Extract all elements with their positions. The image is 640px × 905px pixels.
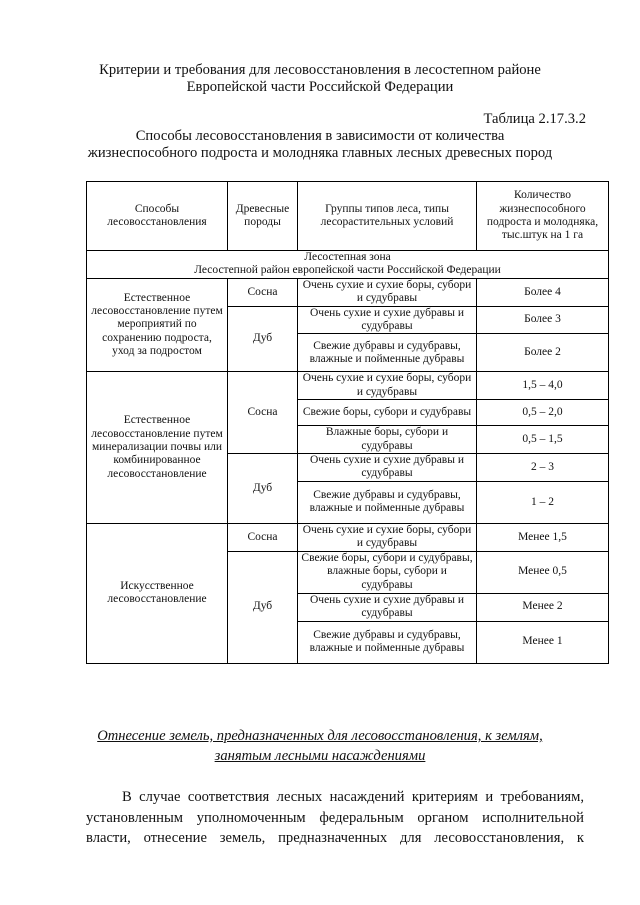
quantity-cell: Более 2: [477, 334, 609, 372]
quantity-cell: Менее 1,5: [477, 523, 609, 551]
column-header-quantity: Количество жизнеспособного подроста и молодняка, тыс.штук на 1 га: [477, 182, 609, 251]
table-caption-line: жизнеспособного подроста и молодняка главных лесных древесных пород: [87, 145, 553, 161]
document-title-line: Европейской части Российской Федерации: [186, 79, 454, 95]
quantity-cell: Более 4: [477, 278, 609, 306]
method-cell: Естественное лесовосстановление путем минерализации почвы или комбинированное лесовосстановление: [87, 372, 228, 523]
table-number: Таблица 2.17.3.2: [483, 111, 586, 127]
body-paragraph: [86, 787, 584, 849]
quantity-cell: 2 – 3: [477, 454, 609, 482]
forest-type-cell: Свежие боры, субори и судубравы: [298, 400, 477, 426]
document-title-line: Критерии и требования для лесовосстановления в лесостепном районе: [99, 62, 541, 78]
method-cell: Естественное лесовосстановление путем мероприятий по сохранению подроста, уход за подростом: [87, 278, 228, 372]
species-cell: Дуб: [228, 551, 298, 663]
criteria-table: [86, 181, 609, 664]
section-title-line: Отнесение земель, предназначенных для лесовосстановления, к землям,: [97, 728, 543, 744]
quantity-cell: Более 3: [477, 306, 609, 334]
quantity-cell: 1 – 2: [477, 481, 609, 523]
species-cell: Сосна: [228, 372, 298, 454]
zone-row: [87, 251, 609, 279]
table-row: [87, 278, 609, 306]
section-title: [0, 726, 640, 766]
paragraph-line: В случае соответствия лесных насаждений критериям и требованиям,: [122, 789, 584, 805]
species-cell: Дуб: [228, 306, 298, 372]
column-header-method: Способы лесовосстановления: [87, 182, 228, 251]
forest-type-cell: Очень сухие и сухие боры, субори и судубравы: [298, 523, 477, 551]
forest-type-cell: Влажные боры, субори и судубравы: [298, 426, 477, 454]
region-name: Лесостепной район европейской части Российской Федерации: [194, 264, 501, 277]
forest-type-cell: Очень сухие и сухие дубравы и судубравы: [298, 593, 477, 621]
forest-type-cell: Очень сухие и сухие боры, субори и судубравы: [298, 278, 477, 306]
species-cell: Сосна: [228, 523, 298, 551]
column-header-species: Древесные породы: [228, 182, 298, 251]
table-row: [87, 372, 609, 400]
zone-name: Лесостепная зона: [304, 251, 391, 263]
forest-type-cell: Свежие дубравы и судубравы, влажные и пойменные дубравы: [298, 481, 477, 523]
section-title-line: занятым лесными насаждениями: [214, 748, 426, 764]
method-cell: Искусственное лесовосстановление: [87, 523, 228, 663]
forest-type-cell: Очень сухие и сухие дубравы и судубравы: [298, 454, 477, 482]
zone-cell: [87, 251, 609, 279]
table-row: [87, 523, 609, 551]
paragraph-line: установленным уполномоченным федеральным органом исполнительной: [86, 809, 584, 826]
species-cell: Сосна: [228, 278, 298, 306]
forest-type-cell: Свежие дубравы и судубравы, влажные и пойменные дубравы: [298, 621, 477, 663]
species-cell: Дуб: [228, 454, 298, 524]
quantity-cell: Менее 1: [477, 621, 609, 663]
forest-type-cell: Очень сухие и сухие дубравы и судубравы: [298, 306, 477, 334]
table-caption: [0, 128, 640, 162]
table-header-row: [87, 182, 609, 251]
paragraph-line: власти, отнесение земель, предназначенных для лесовосстановления, к: [86, 830, 584, 846]
table-caption-line: Способы лесовосстановления в зависимости от количества: [135, 128, 505, 144]
quantity-cell: 0,5 – 2,0: [477, 400, 609, 426]
document-title: [0, 62, 640, 96]
forest-type-cell: Свежие боры, субори и судубравы, влажные боры, субори и судубравы: [298, 551, 477, 593]
forest-type-cell: Свежие дубравы и судубравы, влажные и пойменные дубравы: [298, 334, 477, 372]
quantity-cell: 1,5 – 4,0: [477, 372, 609, 400]
quantity-cell: 0,5 – 1,5: [477, 426, 609, 454]
forest-type-cell: Очень сухие и сухие боры, субори и судубравы: [298, 372, 477, 400]
quantity-cell: Менее 2: [477, 593, 609, 621]
column-header-forest-types: Группы типов леса, типы лесорастительных условий: [298, 182, 477, 251]
quantity-cell: Менее 0,5: [477, 551, 609, 593]
